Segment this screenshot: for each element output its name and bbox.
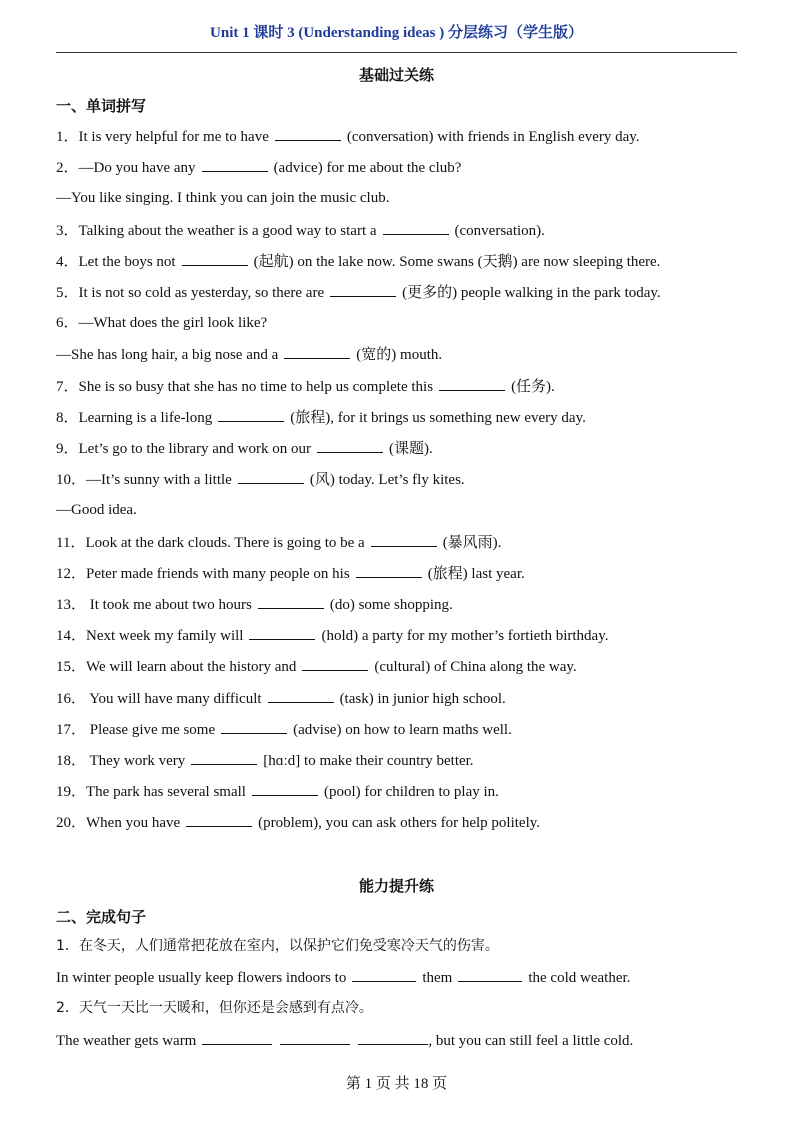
exercise-hint: (hold) a party for my mother’s fortieth birthday. (321, 628, 609, 645)
exercise-item (56, 344, 442, 365)
exercise-hint: (advice) for me about the club? (273, 160, 462, 177)
exercise-text: 13． It took me about two hours (56, 597, 252, 613)
exercise-text: 15．We will learn about the history and (56, 659, 297, 676)
answer-blank[interactable] (218, 407, 284, 422)
exercise-text: 4．Let the boys not (56, 253, 176, 270)
exercise-item (56, 532, 501, 553)
answer-blank[interactable] (268, 688, 334, 703)
exercise-hint: (task) in junior high school. (339, 690, 506, 707)
exercise-hint: (暴风雨). (442, 534, 502, 551)
answer-blank[interactable] (302, 656, 368, 671)
exercise-item (56, 500, 137, 520)
exercise-hint: (advise) on how to learn maths well. (293, 721, 512, 738)
exercise-item (56, 688, 506, 709)
exercise-item (56, 282, 661, 303)
exercise-item (56, 469, 465, 490)
exercise-text: 2．—Do you have any (56, 160, 196, 177)
exercise-text: —Good idea. (56, 502, 137, 519)
answer-blank[interactable] (191, 750, 257, 765)
exercise-hint: (conversation) with friends in English every day. (346, 129, 640, 145)
exercise-item (56, 126, 640, 147)
exercise-text: 14．Next week my family will (56, 628, 244, 645)
answer-blank[interactable] (358, 1030, 428, 1045)
page-footer: 第 1 页 共 18 页 (345, 1076, 448, 1092)
exercise-text: 9．Let’s go to the library and work on our (56, 441, 311, 457)
exercise-hint: [hɑːd] to make their country better. (263, 753, 474, 769)
sentence-2-part-b: , but you can still feel a little cold. (428, 1033, 634, 1049)
exercise-item (56, 719, 512, 740)
exercise-item (56, 781, 499, 802)
answer-blank[interactable] (439, 376, 505, 391)
exercise-text: 5．It is not so cold as yesterday, so there are (56, 285, 325, 301)
exercise-item (56, 812, 540, 833)
answer-blank[interactable] (202, 1030, 272, 1045)
answer-blank[interactable] (317, 438, 383, 453)
exercise-item (56, 220, 545, 241)
answer-blank[interactable] (458, 967, 522, 982)
exercise-hint: (do) some shopping. (329, 597, 453, 613)
answer-blank[interactable] (258, 594, 324, 609)
answer-blank[interactable] (383, 220, 449, 235)
exercise-hint: (pool) for children to play in. (323, 784, 499, 801)
answer-blank[interactable] (275, 126, 341, 141)
answer-blank[interactable] (238, 469, 304, 484)
exercise-item (56, 625, 608, 646)
answer-blank[interactable] (182, 251, 248, 266)
exercise-item (56, 251, 660, 272)
part-title-spelling: 一、单词拼写 (56, 97, 147, 115)
exercise-item (56, 438, 433, 459)
exercise-text: 7．She is so busy that she has no time to help us complete this (56, 378, 434, 395)
answer-blank[interactable] (221, 719, 287, 734)
exercise-item (56, 407, 586, 428)
exercise-text: 1．It is very helpful for me to have (56, 129, 269, 145)
exercise-hint: (更多的) people walking in the park today. (402, 285, 661, 301)
exercise-hint: (任务). (511, 378, 555, 395)
exercise-hint: (problem), you can ask others for help politely. (258, 815, 541, 832)
sentence-1-english (56, 967, 630, 988)
answer-blank[interactable] (186, 812, 252, 827)
exercise-text: 8．Learning is a life-long (56, 409, 213, 426)
sentence-1-part-c: the cold weather. (528, 970, 631, 986)
part-title-complete-sentences: 二、完成句子 (56, 908, 147, 926)
exercise-item (56, 594, 453, 615)
exercise-hint: (cultural) of China along the way. (374, 659, 577, 676)
exercise-text: 16． You will have many difficult (56, 690, 262, 707)
exercise-text: 11．Look at the dark clouds. There is going to be a (56, 534, 365, 551)
exercise-item (56, 750, 474, 771)
exercise-text: 3．Talking about the weather is a good way to start a (56, 222, 377, 239)
exercise-item (56, 188, 389, 208)
exercise-text: 6．—What does the girl look like? (56, 315, 268, 332)
sentence-1-part-a: In winter people usually keep flowers indoors to (56, 970, 347, 986)
answer-blank[interactable] (202, 157, 268, 172)
sentence-2-part-a: The weather gets warm (56, 1033, 197, 1049)
exercise-text: 17． Please give me some (56, 721, 216, 738)
exercise-item (56, 376, 555, 397)
exercise-text: 20．When you have (56, 815, 181, 832)
exercise-item (56, 157, 461, 178)
sentence-1-chinese: 1．在冬天，人们通常把花放在室内，以保护它们免受寒冷天气的伤害。 (56, 938, 499, 954)
exercise-text: 18． They work very (56, 753, 186, 769)
answer-blank[interactable] (352, 967, 416, 982)
exercise-item (56, 656, 577, 677)
answer-blank[interactable] (284, 344, 350, 359)
exercise-text: 19．The park has several small (56, 784, 246, 801)
section-title-basic: 基础过关练 (358, 66, 434, 84)
exercise-item (56, 313, 267, 333)
answer-blank[interactable] (249, 625, 315, 640)
section-title-advanced: 能力提升练 (358, 877, 434, 895)
exercise-text: 10．—It’s sunny with a little (56, 472, 232, 489)
exercise-hint: (风) today. Let’s fly kites. (309, 472, 465, 489)
exercise-item (56, 563, 525, 584)
exercise-hint: (旅程) last year. (427, 565, 525, 582)
answer-blank[interactable] (356, 563, 422, 578)
answer-blank[interactable] (371, 532, 437, 547)
answer-blank[interactable] (252, 781, 318, 796)
sentence-1-part-b: them (422, 970, 453, 986)
exercise-hint: (旅程), for it brings us something new every day. (290, 409, 586, 426)
exercise-hint: (课题). (388, 441, 433, 457)
answer-blank[interactable] (280, 1030, 350, 1045)
exercise-hint: (宽的) mouth. (356, 347, 443, 364)
exercise-text: —She has long hair, a big nose and a (56, 347, 279, 364)
exercise-hint: (起航) on the lake now. Some swans (天鹅) are now sleeping there. (253, 253, 661, 270)
exercise-text: —You like singing. I think you can join the music club. (56, 190, 390, 207)
page-header: Unit 1 课时 3 (Understanding ideas ) 分层练习（学生版） (56, 22, 737, 53)
sentence-2-chinese: 2．天气一天比一天暖和，但你还是会感到有点冷。 (56, 1000, 373, 1016)
answer-blank[interactable] (330, 282, 396, 297)
sentence-2-english (56, 1030, 633, 1051)
exercise-text: 12．Peter made friends with many people on his (56, 565, 350, 582)
exercise-hint: (conversation). (454, 222, 545, 239)
